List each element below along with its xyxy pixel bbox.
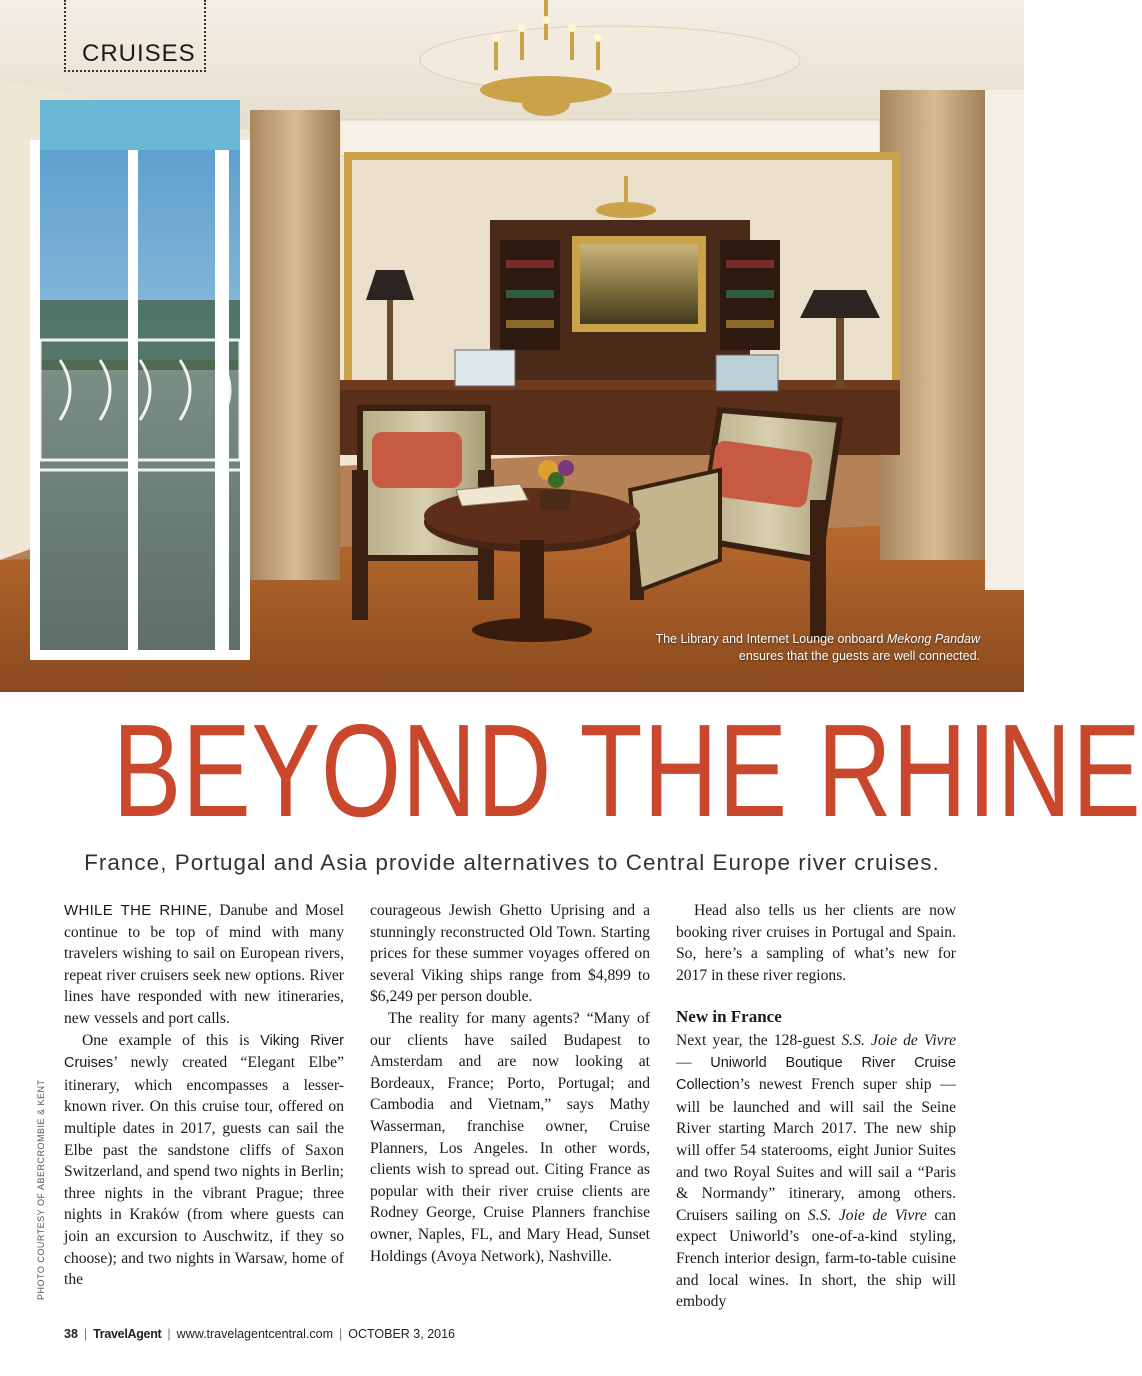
photo-credit: PHOTO COURTESY OF ABERCROMBIE & KENT — [36, 1079, 46, 1300]
photo-caption — [560, 631, 980, 665]
divider: | — [83, 1327, 88, 1341]
hero-photo — [0, 0, 1024, 692]
subheadline: France, Portugal and Asia provide alternatives to Central Europe river cruises. — [84, 850, 940, 875]
caption-ship-name: Mekong Pandaw — [886, 632, 980, 646]
paragraph-text: ’ newly created “Elegant Elbe” itinerary, which encompasses a lesser-known river. On this cruise tour, offered on multiple dates in 2017, guests can sail the Elbe past the sandstone cliffs of Saxon Switzerland, and spend two nights in Berlin; three nights in the vibrant Prague; three nights in Kraków (from where guests can join an excursion to Auschwitz, if they so choose); and two nights in Warsaw, home of the — [64, 1054, 344, 1289]
lead-in: WHILE THE RHINE, — [64, 902, 213, 919]
article-column-2 — [370, 900, 650, 1267]
paragraph — [676, 1030, 956, 1313]
paragraph-text: One example of this is — [82, 1031, 261, 1049]
headline: BEYOND THE RHINE — [112, 697, 1142, 844]
caption-line2: ensures that the guests are well connected. — [738, 649, 980, 663]
paragraph — [64, 1030, 344, 1291]
paragraph-text: Next year, the 128-guest — [676, 1031, 842, 1049]
ship-name: S.S. Joie de Vivre — [841, 1031, 957, 1049]
paragraph — [64, 900, 344, 1030]
website-url: www.travelagentcentral.com — [176, 1327, 333, 1341]
publication-name: TravelAgent — [93, 1327, 162, 1341]
page-number: 38 — [64, 1327, 78, 1341]
brand-mention: Uniworld Boutique River Cruise Collection — [676, 1054, 956, 1094]
section-tag — [64, 0, 206, 72]
brand-mention: Viking River Cruises — [64, 1032, 344, 1072]
divider: | — [339, 1327, 343, 1341]
paragraph: The reality for many agents? “Many of our clients have sailed Budapest to Amsterdam and are now looking at Bordeaux, France; Porto, Portugal; and Cambodia and Vietnam,” says Mathy Wasserman, franchise owner, Cruise Planners, Los Angeles. In other words, clients wish to spread out. Citing France as popular with their river cruise clients are Rodney George, Cruise Planners franchise owner, Naples, FL, and Mary Head, Sunset Holdings (Avoya Network), Nashville. — [370, 1009, 650, 1265]
divider: | — [167, 1327, 171, 1341]
paragraph-text: Danube and Mosel continue to be top of mind with many travelers wishing to sail on European rivers, repeat river cruisers seek new options. River lines have responded with new itineraries, new vessels and port calls. — [64, 902, 344, 1027]
section-label: CRUISES — [82, 40, 196, 67]
paragraph: courageous Jewish Ghetto Uprising and a stunningly reconstructed Old Town. Starting prices for these summer voyages offered on several Viking ships range from $4,899 to $6,249 per person double. — [370, 902, 650, 1006]
paragraph-text: ’s newest French super ship — will be launched and will sail the Seine River starting March 2017. The new ship will offer 54 staterooms, eight Junior Suites and two Royal Suites and will sail a “Paris & Normandy” itinerary, among others. Cruisers sailing on — [676, 1076, 956, 1224]
ship-name: S.S. Joie de Vivre — [807, 1206, 927, 1224]
section-subhead: New in France — [676, 1007, 782, 1027]
article-column-1 — [64, 900, 344, 1291]
paragraph-text: — — [676, 1053, 711, 1071]
caption-prefix: The Library and Internet Lounge onboard — [655, 632, 887, 646]
article-column-3 — [676, 900, 956, 1313]
lounge-illustration — [0, 0, 1024, 692]
issue-date: OCTOBER 3, 2016 — [348, 1327, 456, 1341]
page-footer — [64, 1327, 455, 1341]
paragraph: Head also tells us her clients are now booking river cruises in Portugal and Spain. So, here’s a sampling of what’s new for 2017 in these river regions. — [676, 902, 956, 984]
paragraph-text: can expect Uniworld’s one-of-a-kind styling, French interior design, farm-to-table cuisine and local wines. In short, the ship will embody — [676, 1206, 956, 1311]
